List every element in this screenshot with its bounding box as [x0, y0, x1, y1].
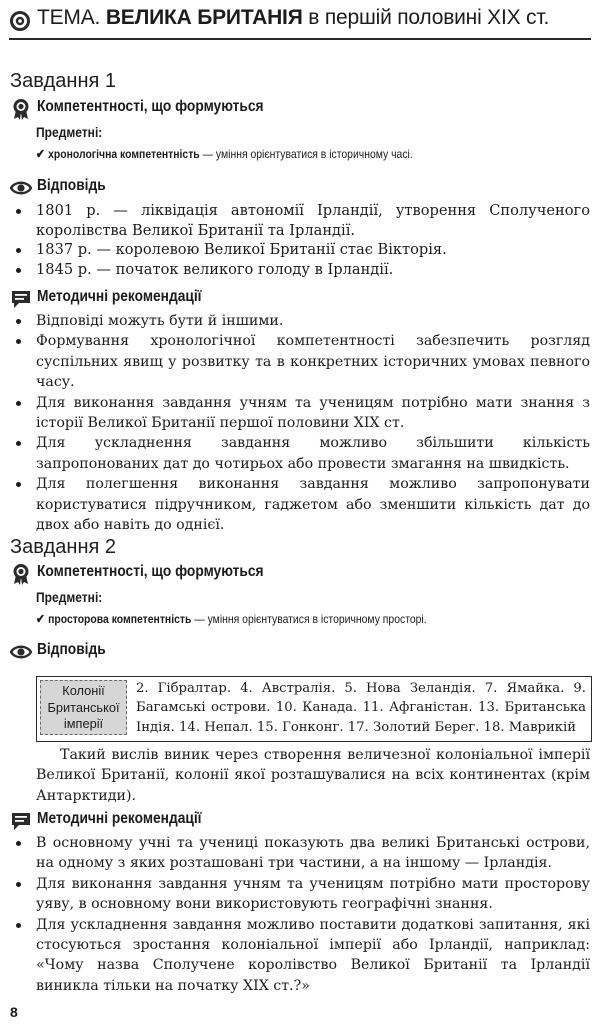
task2-subject-label: Предметні:	[36, 589, 103, 605]
list-item: 1845 р. — початок великого голоду в Ірландії.	[10, 260, 590, 280]
task2-title: Завдання 2	[10, 536, 116, 558]
list-item: Для виконання завдання учням та ученицям потрібно мати просторову уяву, в основному вони використовують географічні знання.	[10, 874, 590, 915]
page-number: 8	[10, 1004, 18, 1020]
task1-competences-label: Компетентності, що формуються	[37, 98, 264, 115]
task1-answer-label: Відповідь	[37, 177, 106, 194]
comment-icon	[10, 288, 32, 310]
task2-answer-label: Відповідь	[37, 641, 106, 658]
list-item: Відповіді можуть бути й іншими.	[10, 311, 590, 331]
task2-methods-list	[10, 833, 590, 996]
task2-competence-term: просторова компетентність	[48, 612, 192, 626]
task2-competences-label: Компетентності, що формуються	[37, 563, 264, 580]
list-item: 1837 р. — королевою Великої Британії стає Вікторія.	[10, 240, 590, 260]
list-item: В основному учні та учениці показують два великі Британські острови, на одному з яких розташовані три частини, а на іншому — Ірландія.	[10, 833, 590, 874]
topic-title	[37, 6, 549, 30]
table-head-cell: Колонії Британської імперії	[40, 680, 127, 735]
page-header	[0, 0, 600, 38]
task1-methods-list	[10, 311, 590, 535]
list-item: Для полегшення виконання завдання можливо запропонувати користуватися підручником, гаджетом або зменшити кількість дат до двох або навіть до однієї.	[10, 474, 590, 535]
answer-table	[36, 676, 592, 742]
check-icon: ✔	[36, 612, 45, 626]
target-icon	[9, 10, 31, 32]
eye-icon	[10, 641, 32, 663]
award-icon	[10, 98, 32, 120]
task1-title: Завдання 1	[10, 70, 116, 92]
list-item: Для виконання завдання учням та ученицям потрібно мати знання з історії Великої Британії першої половини XIX ст.	[10, 393, 590, 434]
header-rule	[9, 38, 591, 40]
task1-competence-line	[36, 146, 413, 161]
topic-title-rest: в першій половині XIX ст.	[308, 6, 550, 29]
task2-competence-line	[36, 611, 427, 626]
check-icon: ✔	[36, 147, 45, 161]
eye-icon	[10, 177, 32, 199]
table-body-cell: 2. Гібралтар. 4. Австралія. 5. Нова Зеландія. 7. Ямайка. 9. Багамські острови. 10. Канада. 11. Афганістан. 13. Британська Індія. 14. Непал. 15. Гонконг. 17. Золотий Берег. 18. Маврикій	[136, 681, 586, 735]
task1-competence-desc: — уміння орієнтуватися в історичному часі.	[199, 147, 413, 161]
task2-paragraph: Такий вислів виник через створення величезної колоніальної імперії Великої Британії, колонії якої розташувалися на всіх континентах (крім Антарктиди).	[36, 747, 590, 804]
task2-methods-label: Методичні рекомендації	[37, 810, 202, 827]
task2-competence-desc: — уміння орієнтуватися в історичному просторі.	[191, 612, 427, 626]
comment-icon	[10, 810, 32, 832]
topic-title-bold: ВЕЛИКА БРИТАНІЯ	[105, 6, 303, 29]
award-icon	[10, 563, 32, 585]
task1-subject-label: Предметні:	[36, 124, 103, 140]
topic-prefix: ТЕМА.	[37, 6, 101, 29]
list-item: Формування хронологічної компетентності забезпечить розгляд суспільних явищ у розвитку та в конкретних історичних умовах певного часу.	[10, 331, 590, 392]
list-item: 1801 р. — ліквідація автономії Ірландії, утворення Сполученого королівства Великої Британії та Ірландії.	[10, 201, 590, 240]
list-item: Для ускладнення завдання можливо поставити додаткові запитання, які стосуються зростання колоніальної імперії або Ірландії, наприклад: «Чому назва Сполучене королівство Великої Британії та Ірландії виникла тільки на початку XIX ст.?»	[10, 915, 590, 997]
task1-answers-list	[10, 201, 590, 279]
task1-competence-term: хронологічна компетентність	[48, 147, 200, 161]
task1-methods-label: Методичні рекомендації	[37, 288, 202, 305]
list-item: Для ускладнення завдання можливо збільшити кількість запропонованих дат до чотирьох або провести змагання на швидкість.	[10, 433, 590, 474]
